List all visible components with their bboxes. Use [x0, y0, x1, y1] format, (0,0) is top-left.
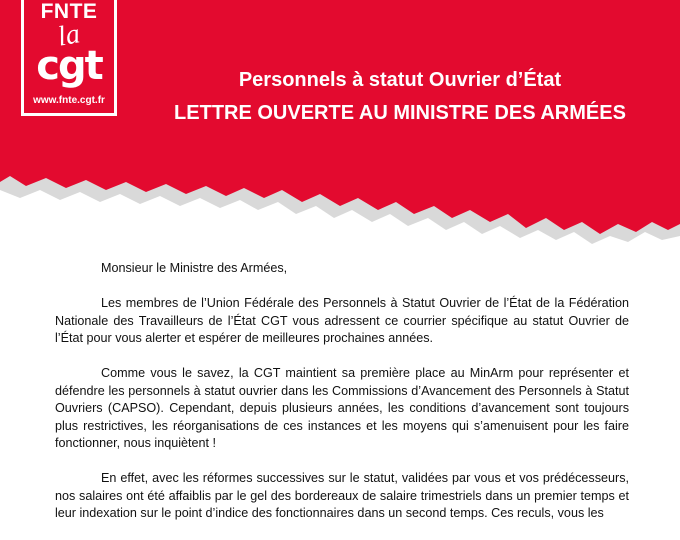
document-subtitle: Personnels à statut Ouvrier d’État: [238, 69, 562, 91]
header-titles: [120, 68, 680, 125]
letter-salutation: Monsieur le Ministre des Armées,: [101, 261, 288, 275]
letter-paragraph: En effet, avec les réformes successives sur le statut, validées par vous et vos prédécesseurs, nos salaires ont été affaiblis par le gel des bordereaux de salaire trimestriels dans un premier temps et leur indexation sur le point d’indice des fonctionnaires dans un second temps. Ces reculs, vous les: [55, 471, 629, 520]
logo-cgt-text: cgt: [36, 43, 102, 89]
logo-fnte-text: FNTE: [40, 0, 98, 23]
letter-paragraph: Les membres de l’Union Fédérale des Personnels à Statut Ouvrier de l’État de la Fédération Nationale des Travailleurs de l’État CGT vous adressent ce courrier spécifique au statut Ouvrier de l’État pour vous alerter et espérer de meilleures prochaines années.: [55, 296, 629, 345]
letter-body: [55, 260, 629, 540]
cgt-logo: [21, 0, 117, 116]
letter-paragraph: Comme vous le savez, la CGT maintient sa première place au MinArm pour représenter et défendre les personnels à statut ouvrier dans les Commissions d’Avancement des Personnels à Statut Ouvriers (CAPSO). Cependant, depuis plusieurs années, les conditions d’avancement sont toujours plus restrictives, les réorganisations de ces instances et les moyens qui s’amenuisent pour les faire fonctionner, nous inquiètent !: [55, 366, 629, 450]
document-title: LETTRE OUVERTE AU MINISTRE DES ARMÉES: [174, 102, 626, 124]
logo-url-text: www.fnte.cgt.fr: [33, 95, 105, 106]
logo-la-text: la: [55, 18, 83, 53]
